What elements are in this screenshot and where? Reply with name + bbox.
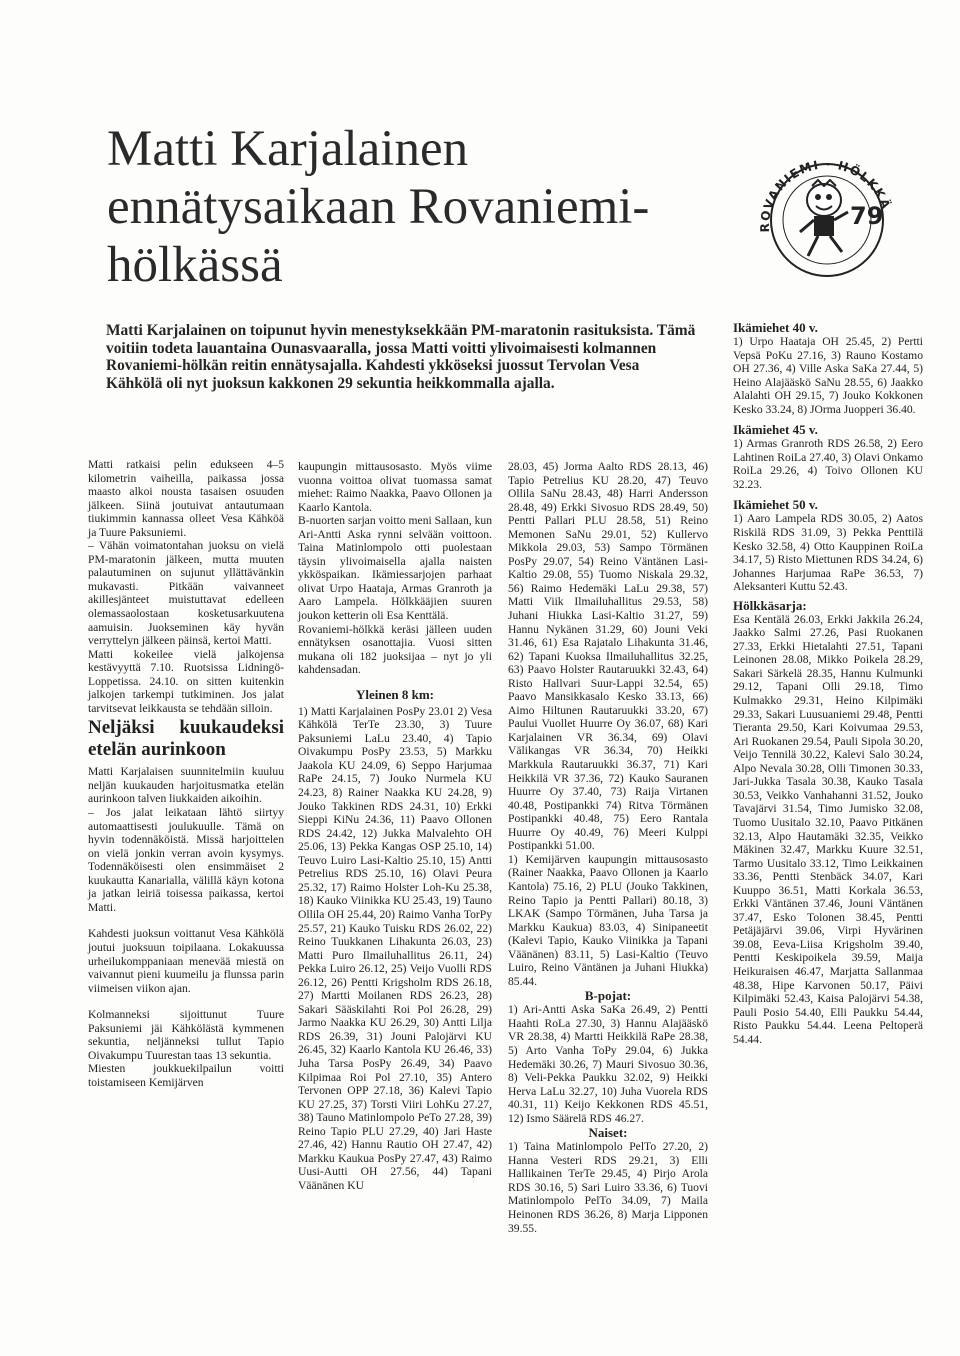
results-list: 1) Urpo Haataja OH 25.45, 2) Pertti Vepsä PoKu 27.16, 3) Rauno Kostamo OH 27.36, 4) Ville Aska SaKa 27.44, 5) Heino Alajääskö SaNu 28.55, 6) Jaakko Alalahti OH 29.15, 7) Jouko Kokkonen Kesko 33.24, 8) JOrma Juopperi 36.40. — [733, 335, 923, 416]
lead-paragraph: Matti Karjalainen on toipunut hyvin menestyksekkään PM-maratonin rasituksista. Tämä voitiin todeta lauantaina Ounasvaaralla, jossa Matti voitti ylivoimaisesti kolmannen Rovaniemi-hölkän reitin ennätysajalla. Kahdesti ykköseksi juossut Tervolan Vesa Kähkölä oli nyt juoksun kakkonen 29 sekuntia heikkommalla ajalla. — [106, 322, 696, 392]
results-list: 1) Armas Granroth RDS 26.58, 2) Eero Lahtinen RoiLa 27.40, 3) Olavi Onkamo RoiLa 29.26, 4) Toivo Ollonen KU 32.23. — [733, 437, 923, 491]
rovaniemi-holkka-logo — [752, 140, 902, 300]
paragraph: Miesten joukkuekilpailun voitti toistamiseen Kemijärven — [88, 1062, 284, 1089]
paragraph: – Vähän voimatontahan juoksu on vielä PM-maratonin jälkeen, mutta muuten palautuminen on sujunut yllättävänkin mukavasti. Pitkään vaivanneet akillesjänteet muistuttavat edelleen olemassaolostaan kosketusarkuutena aamuisin. Juokseminen käy hyvän verryttelyn jälkeen päinsä, kertoi Matti. — [88, 539, 284, 648]
svg-text:ROVANIEMI · HÖLKKÄ: ROVANIEMI · HÖLKKÄ — [757, 157, 894, 233]
results-heading-veterans-45: Ikämiehet 45 v. — [733, 422, 818, 438]
paragraph: Kahdesti juoksun voittanut Vesa Kähkölä joutui juoksuun toipilaana. Lokakuussa urheilukomppaniaan menevää miestä on vaivannut pieni kuumeilu ja flunssa parin viimeisen viikon ajan. — [88, 927, 284, 995]
running-mascot-icon — [752, 140, 902, 300]
article-headline: Matti Karjalainen ennätysaikaan Rovaniemi-hölkässä — [107, 121, 650, 293]
paragraph: Matti ratkaisi pelin edukseen 4–5 kilometrin vaiheilla, paikassa jossa maasto alkoi nousta tasaisen osuuden jälkeen. Siinä joutuivat antautumaan tiukimmin kannassa olleet Vesa Kähköä ja Tuure Paksuniemi. — [88, 458, 284, 539]
results-heading-b-boys: B-pojat: — [584, 988, 632, 1004]
article-column-3 — [508, 460, 708, 1235]
results-heading-veterans-50: Ikämiehet 50 v. — [733, 497, 818, 513]
paragraph: – Jos jalat leikataan lähtö siirtyy automaattisesti joulukuulle. Tämä on hyvin todennäköistä. Missä harjoittelen on vielä jonkin verran avoin kysymys. Todennäköisesti olen ensimmäiset 2 kuukautta Kanarialla, välillä käyn kotona ja jatkan leiriä toisessa paikassa, kertoi Matti. — [88, 806, 284, 914]
paragraph: Matti Karjalaisen suunnitelmiin kuuluu neljän kuukauden harjoitusmatka etelän aurinkoon talven liukkaiden aikoihin. — [88, 765, 284, 806]
results-heading-women: Naiset: — [588, 1125, 628, 1141]
svg-text:79: 79 — [850, 202, 884, 230]
results-list: 1) Taina Matinlompolo PelTo 27.20, 2) Hanna Vesteri RDS 29.21, 3) Elli Hallikainen TerTe 29.45, 4) Pirjo Arola RDS 30.16, 5) Sari Luiro 33.36, 6) Tuovi Matinlompolo PelTo 34.09, 7) Maila Heinonen RDS 36.26, 8) Marja Lipponen 39.55. — [508, 1140, 708, 1235]
results-list: 28.03, 45) Jorma Aalto RDS 28.13, 46) Tapio Petrelius KU 28.20, 47) Teuvo Ollila SaNu 28.43, 48) Harri Andersson 28.48, 49) Erkki Sivosuo RDS 28.49, 50) Pentti Pallari PLU 28.58, 51) Reino Memonen SaNu 29.01, 52) Kullervo Mikkola 29.03, 53) Sampo Törmänen PosPy 29.07, 54) Reino Väntänen Lasi-Kaltio 29.08, 55) Tuomo Niskala 29.32, 56) Raimo Hedemäki LaLu 29.38, 57) Matti Viik Ilmailuhallitus 29.53, 58) Juhani Hiukka Lasi-Kaltio 31.27, 59) Hannu Nykänen 31.29, 60) Jouni Veki 31.46, 61) Esa Rajatalo Lihakunta 31.46, 62) Tapani Kuoksa Ilmailuhallitus 32.25, 63) Paavo Holster Rautaruukki 32.43, 64) Risto Hallvari Suur-Lappi 32.54, 65) Paavo Mansikkasalo Kesko 33.13, 66) Aimo Hiltunen Rautaruukki 33.20, 67) Paului Vuollet Huurre Oy 36.07, 68) Kari Karjalainen VR 36.34, 69) Olavi Välikangas VR 36.34, 70) Heikki Markkula Rautaruukki 36.37, 71) Kari Heikkilä VR 37.36, 72) Kauko Sauranen Huurre Oy 37.40, 73) Raija Virtanen 40.48, Postipankki 74) Ritva Törmänen Postipankki 40.48, 75) Eero Rantala Huurre Oy 40.49, 76) Meeri Kulppi Postipankki 51.00. — [508, 460, 708, 853]
results-list: 1) Matti Karjalainen PosPy 23.01 2) Vesa Kähkölä TerTe 23.30, 3) Tuure Paksuniemi LaLu 23.40, 4) Tapio Oivakumpu PosPy 23.53, 5) Markku Jaakola KU 24.09, 6) Seppo Harjumaa RaPe 24.15, 7) Jouko Nurmela KU 24.23, 8) Rainer Naakka KU 24.28, 9) Jouko Takkinen RDS 24.31, 10) Erkki Sieppi KiNu 24.36, 11) Paavo Ollonen RDS 24.42, 12) Jukka Malvalehto OH 25.06, 13) Pekka Kangas OSP 25.10, 14) Teuvo Luiro Lasi-Kaltio 25.10, 15) Antti Petrelius RDS 25.10, 16) Olavi Peura 25.32, 17) Raimo Holster Loh-Ku 25.38, 18) Kauko Viinikka KU 25.43, 19) Tauno Ollila OH 25.44, 20) Raimo Vanha TorPy 25.57, 21) Kauko Tuisku RDS 26.02, 22) Reino Tuukkanen Lihakunta 26.03, 23) Matti Puro Ilmailuhallitus 26.11, 24) Pekka Luiro 26.12, 25) Veijo Vuolli RDS 26.12, 26) Pentti Krigsholm RDS 26.18, 27) Martti Moilanen RDS 26.23, 28) Sakari Sääskilahti Roi Pol 26.28, 29) Jarmo Naakka KU 26.29, 30) Antti Lilja RDS 26.39, 31) Jouni Palojärvi KU 26.45, 32) Kaarlo Kantola KU 26.46, 33) Juha Tarsa PosPy 26.49, 34) Paavo Kilpimaa Roi Pol 27.10, 35) Antero Tervonen OPP 27.18, 36) Kalevi Tapio KU 27.25, 37) Torsti Viiri LohKu 27.27, 38) Tauno Matinlompolo PeTo 27.28, 39) Reino Tapio PLU 27.29, 40) Jari Haste 27.46, 42) Hannu Rautio OH 27.47, 42) Markku Kaukua PosPy 27.47, 43) Raimo Uusi-Autti OH 27.56, 44) Tapani Väänänen KU — [298, 704, 492, 1192]
results-heading-jogging: Hölkkäsarja: — [733, 597, 807, 613]
results-list: 1) Aaro Lampela RDS 30.05, 2) Aatos Riskilä RDS 31.09, 3) Pekka Penttilä Kesko 32.58, 4) Otto Kauppinen RoiLa 34.17, 5) Risto Miettunen RDS 34.24, 6) Johannes Harjumaa RaPe 36.53, 7) Aleksanteri Kuttu 52.43. — [733, 512, 923, 594]
results-list: 1) Ari-Antti Aska SaKa 26.49, 2) Pentti Haahti RoLa 27.30, 3) Hannu Alajääskö VR 28.38, 4) Martti Heikkilä RaPe 28.38, 5) Arto Vanha ToPy 29.04, 6) Jukka Hedemäki 30.26, 7) Mauri Sivosuo 30.36, 8) Veli-Pekka Paukku 32.02, 9) Heikki Herva LaLu 32.27, 10) Juha Vuorela RDS 40.31, 11) Keijo Kekkonen RDS 45.51, 12) Ismo Säärelä RDS 46.27. — [508, 1003, 708, 1125]
subheading: Neljäksi kuukaudeksi etelän aurinkoon — [88, 717, 284, 761]
results-heading-general: Yleinen 8 km: — [356, 686, 434, 702]
results-heading-veterans-40: Ikämiehet 40 v. — [733, 320, 818, 335]
paragraph: Matti kokeilee vielä jalkojensa kestävyyttä 7.10. Ruotsissa Lidningö-Loppetissa. 24.10. on sitten kuitenkin jalkojen tarkempi tutkiminen. Jos jalat tarvitsevat leikkausta se tehdään silloin. — [88, 647, 284, 715]
paragraph: Rovaniemi-hölkkä keräsi jälleen uuden ennätyksen osanottajia. Vuosi sitten mukana oli 182 juoksijaa – nyt jo yli kahdensadan. — [298, 622, 492, 677]
paragraph: kaupungin mittausosasto. Myös viime vuonna voittoa olivat tuomassa samat miehet: Raimo Naakka, Paavo Ollonen ja Kaarlo Kantola. — [298, 460, 492, 514]
team-results: 1) Kemijärven kaupungin mittausosasto (Rainer Naakka, Paavo Ollonen ja Kaarlo Kantola) 75.16, 2) PLU (Jouko Takkinen, Reino Tapio ja Pentti Pallari) 80.18, 3) LKAK (Sampo Törmänen, Juha Tarsa ja Markku Kaukua) 83.03, 4) Sinipaneetit (Kalevi Tapio, Kauko Viinikka ja Tapani Väänänen) 83.11, 5) Lasi-Kaltio (Teuvo Luiro, Reino Väntänen ja Juhani Hiukka) 85.44. — [508, 852, 708, 988]
paragraph: Kolmanneksi sijoittunut Tuure Paksuniemi jäi Kähkölästä kymmenen sekuntia, neljänneksi tullut Tapio Oivakumpu Tuurestan taas 13 sekuntia. — [88, 1008, 284, 1062]
article-column-2 — [298, 460, 492, 1192]
paragraph: B-nuorten sarjan voitto meni Sallaan, kun Ari-Antti Aska rynni selvään voittoon. Taina Matinlompolo otti puolestaan täysin ylivoimaisella ajalla naisten ykköspaikan. Ikämiessarjojen parhaat olivat Urpo Haataja, Armas Granroth ja Aaro Lampela. Hölkkääjien suuren joukon ketterin oli Esa Kenttälä. — [298, 514, 492, 623]
results-list: Esa Kentälä 26.03, Erkki Jakkila 26.24, Jaakko Salmi 27.26, Pasi Ruokanen 27.33, Erkki Hietalahti 27.51, Tapani Leinonen 28.08, Mikko Poikela 28.29, Sakari Särkelä 28.35, Hannu Kulmunki 29.12, Tapani Olli 29.18, Timo Kulmakko 29.31, Heino Kilpimäki 29.33, Sakari Luusuaniemi 29.48, Pentti Tieranta 29.50, Kari Koivumaa 29.53, Ari Ruokanen 29.54, Pauli Sipola 30.20, Veijo Tennilä 30.22, Kalevi Salo 30.24, Alpo Nevala 30.28, Olli Timonen 30.33, Jari-Jukka Tasala 30.38, Kauko Tasala 30.53, Veikko Vanhahanni 31.52, Jouko Tavajärvi 31.54, Timo Jumisko 32.08, Tuomo Uusitalo 32.10, Paavo Pitkänen 32.13, Alpo Hautamäki 32.35, Veikko Mäkinen 32.47, Markku Kuure 32.51, Tarmo Uusitalo 33.12, Timo Leikkainen 33.36, Pentti Stenbäck 34.07, Kari Kuuppo 36.51, Matti Korkala 36.53, Erkki Väntänen 37.46, Jouni Väntänen 37.47, Esko Tolonen 38.45, Pentti Petäjäjärvi 39.06, Virpi Hyvärinen 39.08, Eeva-Liisa Krigsholm 39.40, Pentti Keskipoikela 39.59, Maija Heikuraisen 46.47, Marjatta Sallanmaa 48.38, Hipe Karvonen 50.17, Päivi Kilpimäki 52.43, Kaisa Palojärvi 54.38, Pauli Posio 54.40, Elli Paukku 54.44, Risto Paukku 54.44. Leena Peltoperä 54.44. — [733, 612, 923, 1046]
article-column-4 — [733, 320, 923, 1046]
article-column-1 — [88, 458, 284, 1089]
